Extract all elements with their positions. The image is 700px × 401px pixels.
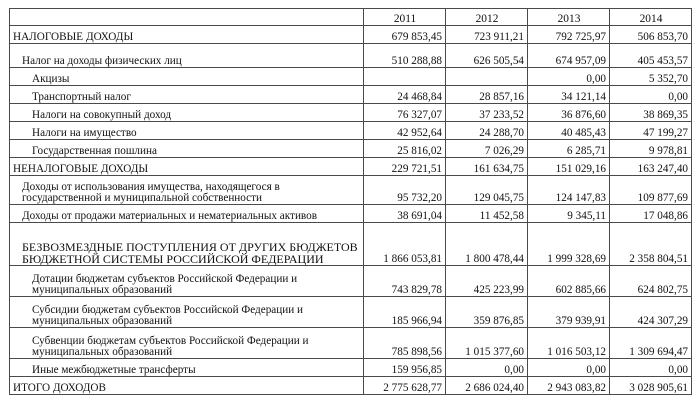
table-row	[10, 122, 692, 140]
table-row	[10, 266, 692, 297]
row-label: НЕНАЛОГОВЫЕ ДОХОДЫ	[10, 158, 364, 176]
value-cell: 2 775 628,77	[364, 377, 446, 395]
value-cell: 0,00	[610, 86, 692, 104]
value-cell: 17 048,86	[610, 205, 692, 223]
value-cell: 38 691,04	[364, 205, 446, 223]
value-cell: 674 957,09	[528, 44, 610, 68]
value-cell: 0,00	[528, 359, 610, 377]
row-label: НАЛОГОВЫЕ ДОХОДЫ	[10, 26, 364, 44]
value-cell: 40 485,43	[528, 122, 610, 140]
value-cell: 2 686 024,40	[446, 377, 528, 395]
value-cell: 163 247,40	[610, 158, 692, 176]
value-cell: 626 505,54	[446, 44, 528, 68]
value-cell: 602 885,66	[528, 266, 610, 297]
row-label: Транспортный налог	[10, 86, 364, 104]
value-cell: 24 288,70	[446, 122, 528, 140]
value-cell: 743 829,78	[364, 266, 446, 297]
value-cell: 5 352,70	[610, 68, 692, 86]
value-cell: 1 999 328,69	[528, 223, 610, 266]
value-cell: 129 045,75	[446, 176, 528, 205]
value-cell: 1 015 377,60	[446, 328, 528, 359]
year-header: 2014	[610, 9, 692, 26]
value-cell: 24 468,84	[364, 86, 446, 104]
year-header: 2012	[446, 9, 528, 26]
value-cell: 7 026,29	[446, 140, 528, 158]
value-cell: 47 199,27	[610, 122, 692, 140]
value-cell: 34 121,14	[528, 86, 610, 104]
table-row	[10, 297, 692, 328]
table-row	[10, 359, 692, 377]
header-row	[10, 9, 692, 26]
table-row	[10, 140, 692, 158]
table-row	[10, 44, 692, 68]
value-cell: 1 016 503,12	[528, 328, 610, 359]
value-cell: 0,00	[446, 359, 528, 377]
value-cell: 11 452,58	[446, 205, 528, 223]
value-cell: 37 233,52	[446, 104, 528, 122]
row-label: Налоги на имущество	[10, 122, 364, 140]
value-cell: 379 939,91	[528, 297, 610, 328]
value-cell: 36 876,60	[528, 104, 610, 122]
value-cell: 792 725,97	[528, 26, 610, 44]
row-label: Субвенции бюджетам субъектов Российской Федерации и муниципальных образований	[10, 328, 364, 359]
value-cell: 506 853,70	[610, 26, 692, 44]
year-header: 2013	[528, 9, 610, 26]
row-label: Доходы от использования имущества, находящегося в государственной и муниципальной собственности	[10, 176, 364, 205]
value-cell: 2 943 083,82	[528, 377, 610, 395]
value-cell: 510 288,88	[364, 44, 446, 68]
value-cell: 38 869,35	[610, 104, 692, 122]
table-row	[10, 223, 692, 266]
row-label: Субсидии бюджетам субъектов Российской Федерации и муниципальных образований	[10, 297, 364, 328]
row-label: БЕЗВОЗМЕЗДНЫЕ ПОСТУПЛЕНИЯ ОТ ДРУГИХ БЮДЖЕТОВ БЮДЖЕТНОЙ СИСТЕМЫ РОССИЙСКОЙ ФЕДЕРАЦИИ	[10, 223, 364, 266]
value-cell: 1 800 478,44	[446, 223, 528, 266]
value-cell: 76 327,07	[364, 104, 446, 122]
value-cell: 95 732,20	[364, 176, 446, 205]
row-label: Доходы от продажи материальных и нематериальных активов	[10, 205, 364, 223]
value-cell: 624 802,75	[610, 266, 692, 297]
value-cell	[446, 68, 528, 86]
value-cell: 42 952,64	[364, 122, 446, 140]
row-label: Налоги на совокупный доход	[10, 104, 364, 122]
year-header: 2011	[364, 9, 446, 26]
table-row	[10, 377, 692, 395]
value-cell: 359 876,85	[446, 297, 528, 328]
table-row	[10, 86, 692, 104]
value-cell: 0,00	[528, 68, 610, 86]
value-cell: 124 147,83	[528, 176, 610, 205]
table-row	[10, 26, 692, 44]
value-cell: 424 307,29	[610, 297, 692, 328]
value-cell	[364, 68, 446, 86]
corner-cell	[10, 9, 364, 26]
value-cell: 151 029,16	[528, 158, 610, 176]
value-cell: 405 453,57	[610, 44, 692, 68]
table-row	[10, 205, 692, 223]
value-cell: 9 978,81	[610, 140, 692, 158]
table-row	[10, 328, 692, 359]
value-cell: 9 345,11	[528, 205, 610, 223]
row-label: Иные межбюджетные трансферты	[10, 359, 364, 377]
value-cell: 229 721,51	[364, 158, 446, 176]
row-label: Налог на доходы физических лиц	[10, 44, 364, 68]
value-cell: 723 911,21	[446, 26, 528, 44]
value-cell: 25 816,02	[364, 140, 446, 158]
row-label: ИТОГО ДОХОДОВ	[10, 377, 364, 395]
table-row	[10, 158, 692, 176]
value-cell: 3 028 905,61	[610, 377, 692, 395]
table-row	[10, 68, 692, 86]
row-label: Дотации бюджетам субъектов Российской Федерации и муниципальных образований	[10, 266, 364, 297]
value-cell: 785 898,56	[364, 328, 446, 359]
row-label: Государственная пошлина	[10, 140, 364, 158]
row-label: Акцизы	[10, 68, 364, 86]
value-cell: 425 223,99	[446, 266, 528, 297]
value-cell: 28 857,16	[446, 86, 528, 104]
value-cell: 1 866 053,81	[364, 223, 446, 266]
value-cell: 2 358 804,51	[610, 223, 692, 266]
table-row	[10, 104, 692, 122]
value-cell: 679 853,45	[364, 26, 446, 44]
revenue-table	[9, 8, 692, 395]
value-cell: 1 309 694,47	[610, 328, 692, 359]
value-cell: 159 956,85	[364, 359, 446, 377]
value-cell: 161 634,75	[446, 158, 528, 176]
table-row	[10, 176, 692, 205]
value-cell: 109 877,69	[610, 176, 692, 205]
value-cell: 185 966,94	[364, 297, 446, 328]
value-cell: 6 285,71	[528, 140, 610, 158]
value-cell: 0,00	[610, 359, 692, 377]
